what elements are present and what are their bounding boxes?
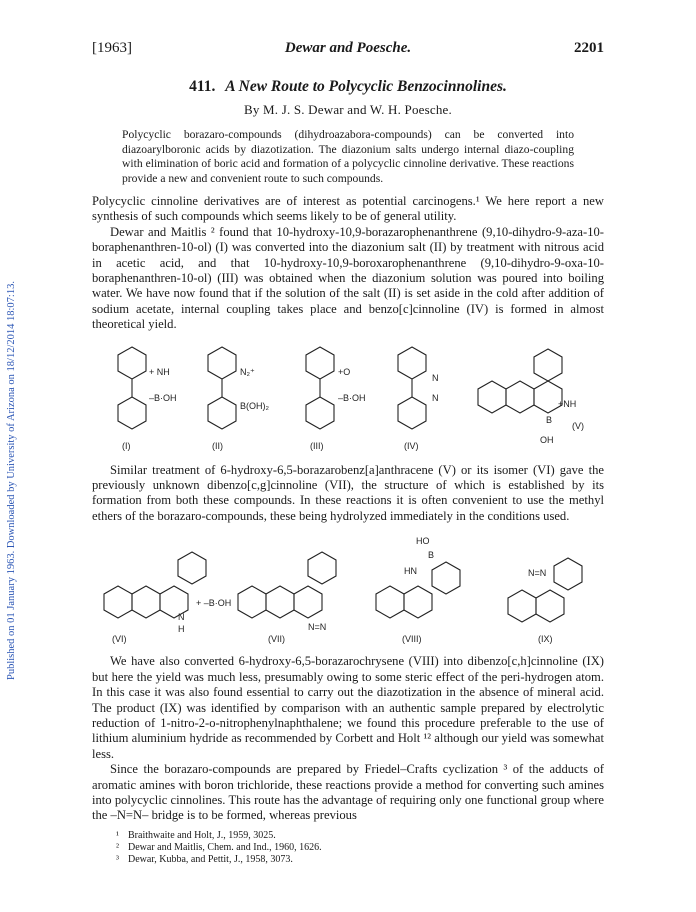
atom-b-V: B — [546, 414, 553, 425]
running-header — [92, 40, 604, 62]
paragraph-5: Since the borazaro-compounds are prepared by Friedel–Crafts cyclization ³ of the adducts of aromatic amines with boron trichloride, these reactions provide a method for converting such amines into polycyclic cinnolines. This route has the advantage of requiring only one functional group where the –N=N– bridge is to be formed, whereas previous — [92, 762, 604, 823]
atom-hn-VIII: HN — [404, 566, 417, 577]
journal-page — [92, 40, 604, 866]
label-VIII: (VIII) — [402, 634, 422, 645]
structure-III — [306, 347, 366, 451]
atom-nh-V: +NH — [558, 398, 577, 409]
atom-o-III: +O — [338, 366, 351, 377]
download-watermark — [6, 120, 20, 680]
footnote: ³ Dewar, Kubba, and Pettit, J., 1958, 3073. — [116, 853, 293, 865]
article-title-text: A New Route to Polycyclic Benzocinnolines. — [225, 78, 507, 95]
paragraph-1: Polycyclic cinnoline derivatives are of interest as potential carcinogens.¹ We here report a new synthesis of such compounds which seems likely to be of general utility. — [92, 194, 604, 224]
atom-nn-VII: N=N — [308, 622, 327, 633]
atom-h-VI: H — [178, 624, 185, 635]
atom-b-VIII: B — [428, 550, 435, 561]
atom-n2-II: N₂⁺ — [240, 366, 255, 377]
label-VI: (VI) — [112, 634, 127, 645]
article-body — [92, 194, 604, 824]
header-page-number: 2201 — [574, 40, 604, 56]
atom-n-bottom-IV: N — [432, 392, 439, 403]
structures-row-1 — [92, 339, 604, 457]
label-I: (I) — [122, 440, 131, 451]
paragraph-2: Dewar and Maitlis ² found that 10-hydroxy-10,9-borazarophenanthrene (9,10-dihydro-9-aza-10-boraphenanthren-10-ol) (I) was converted into the diazonium salt (II) by treatment with nitrous acid in acetic acid, and that 10-hydroxy-10,9-boroxarophenanthrene (9,10-dihydro-9-oxa-10-boraphenanthren-10-ol) (III) was obtained when the diazonium solution was poured into boiling water. We have now found that if the solution of the salt (II) is set aside in the cold after addition of sodium acetate, internal coupling takes place and benzo[c]cinnoline (IV) is formed in almost theoretical yield. — [92, 224, 604, 332]
atom-nn-IX: N=N — [528, 568, 547, 579]
label-IV: (IV) — [404, 440, 419, 451]
structure-VIII — [376, 536, 460, 644]
structure-diagrams-1 — [92, 339, 604, 457]
structure-II — [208, 347, 269, 451]
paragraph-3: Similar treatment of 6-hydroxy-6,5-borazarobenz[a]anthracene (V) or its isomer (VI) gave the previously unknown dibenzo[c,g]cinnoline (VII), the structure of which is established by its formation from both these compounds. In these reactions it is often convenient to use the methyl ethers of the borazaro-compounds, these being hydrolyzed immediately in the conditions used. — [92, 462, 604, 523]
footnote: ¹ Braithwaite and Holt, J., 1959, 3025. — [116, 829, 276, 841]
atom-ho-VIII: HO — [416, 536, 430, 547]
label-III: (III) — [310, 440, 324, 451]
abstract: Polycyclic borazaro-compounds (dihydroazabora-compounds) can be converted into diazoarylboronic acids by diazotization. The diazonium salts undergo internal diazo-coupling with elimination of boric acid and formation of a polycyclic cinnoline derivative. These reactions provide a new and convenient route to such compounds. — [122, 128, 574, 185]
atom-oh-V: OH — [540, 434, 554, 445]
atom-nh-I: + NH — [149, 366, 170, 377]
structure-IX — [508, 558, 582, 644]
label-VII: (VII) — [268, 634, 285, 645]
atom-boh2-II: B(OH)₂ — [240, 400, 269, 411]
atom-n-VI: N — [178, 612, 185, 623]
label-IX: (IX) — [538, 634, 553, 645]
download-watermark-text: Published on 01 January 1963. Downloaded by University of Arizona on 18/12/2014 18:07:13. — [6, 281, 17, 680]
article-title — [92, 78, 604, 96]
structure-diagrams-2 — [92, 530, 604, 648]
article-number: 411. — [189, 78, 216, 95]
label-V: (V) — [572, 420, 584, 431]
header-authors: Dewar and Poesche. — [284, 40, 412, 56]
structure-VII — [238, 552, 336, 644]
structure-I — [118, 347, 177, 451]
footnotes — [92, 830, 604, 866]
structure-VI — [104, 552, 231, 644]
structures-row-2 — [92, 530, 604, 648]
atom-boh-III: –B·OH — [338, 392, 366, 403]
structure-IV — [398, 347, 439, 451]
atom-n-top-IV: N — [432, 372, 439, 383]
article-byline: By M. J. S. Dewar and W. H. Poesche. — [244, 102, 452, 117]
header-year: [1963] — [92, 40, 132, 56]
atom-boh-VI: + –B·OH — [196, 598, 232, 609]
label-II: (II) — [212, 440, 223, 451]
footnote: ² Dewar and Maitlis, Chem. and Ind., 1960, 1626. — [116, 841, 322, 853]
paragraph-4: We have also converted 6-hydroxy-6,5-borazarochrysene (VIII) into dibenzo[c,h]cinnoline (IX) but here the yield was much less, presumably owing to some steric effect of the peri-hydrogen atom. In this case it was also found essential to carry out the diazotization in the absence of mineral acid. The product (IX) was identified by comparison with an authentic sample prepared by electrolytic reduction of 1-nitro-2-o-nitrophenylnaphthalene; we found this procedure preferable to the use of lithium aluminium hydride as recommended by Corbett and Holt ¹² although our yield was somewhat less. — [92, 654, 604, 761]
structure-V — [478, 349, 584, 445]
atom-boh-I: –B·OH — [149, 392, 177, 403]
